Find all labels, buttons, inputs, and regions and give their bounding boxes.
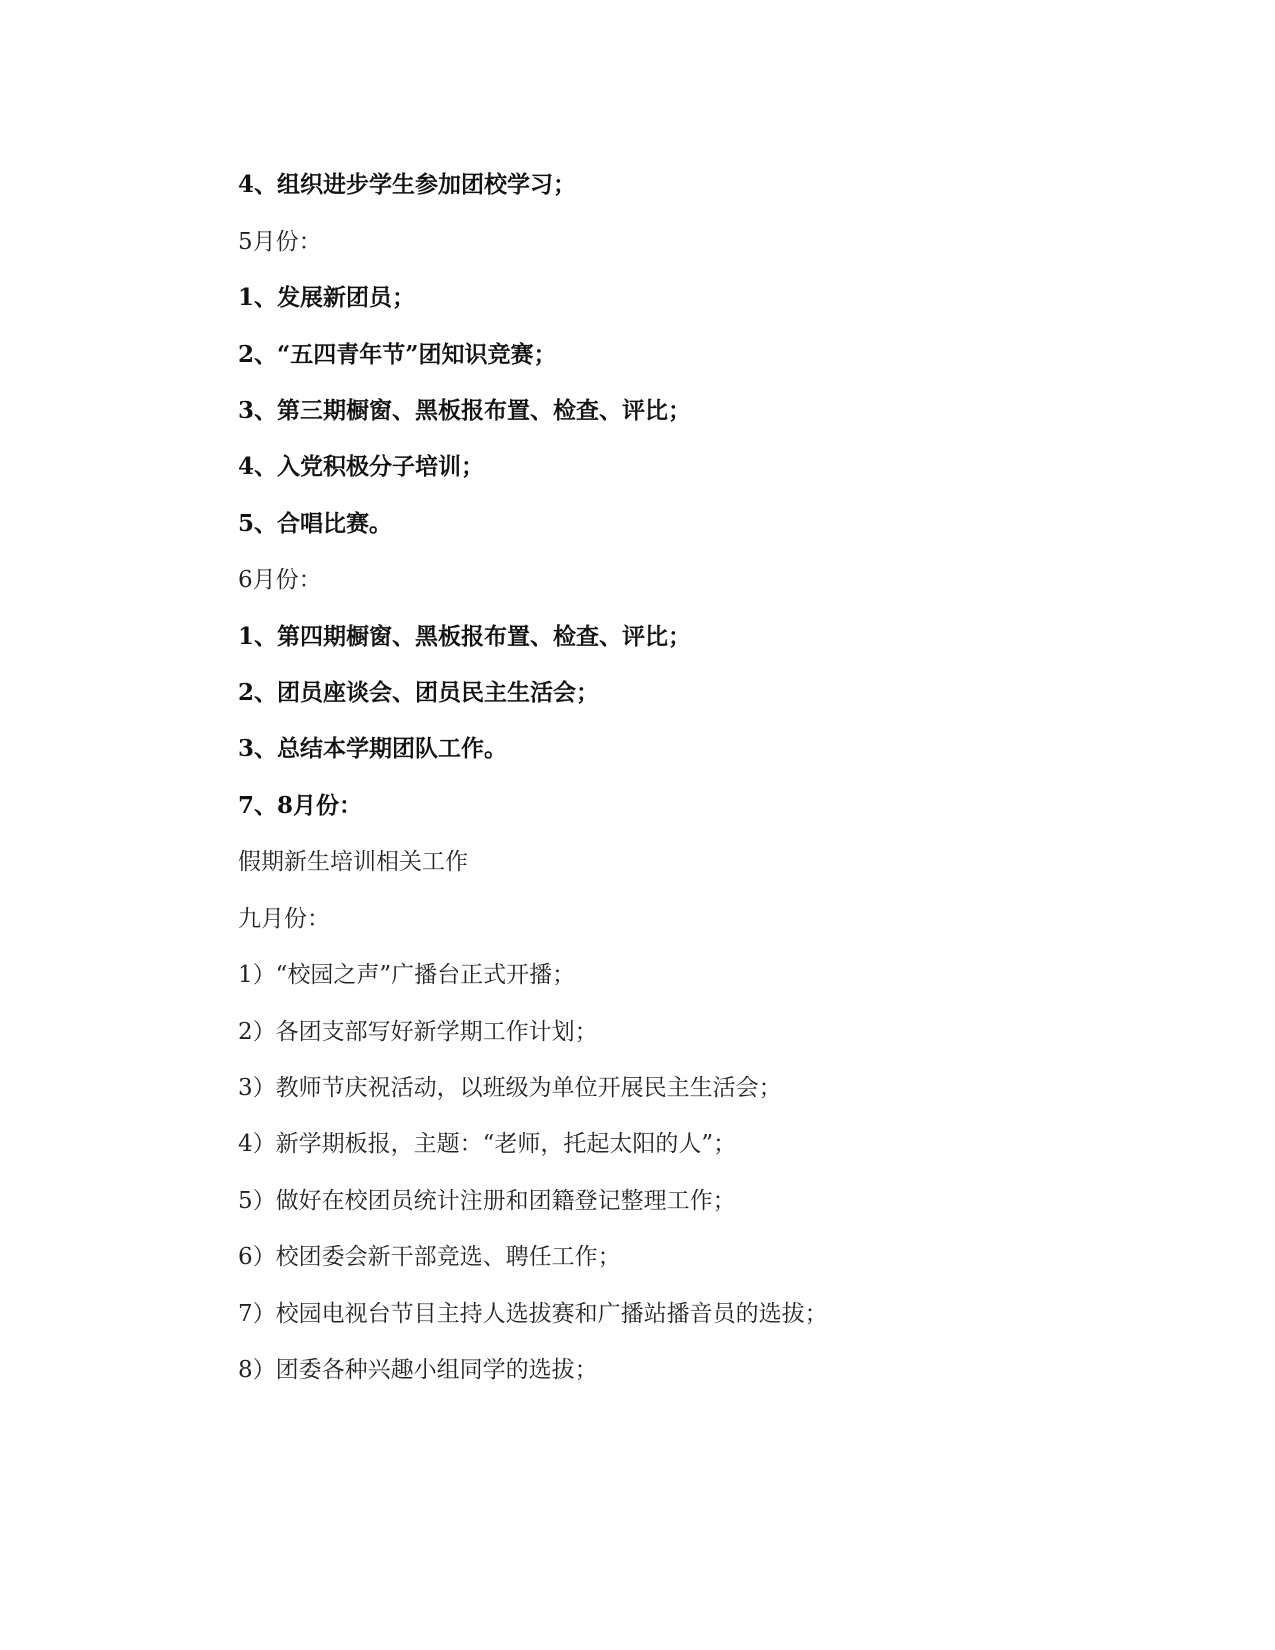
text-line: 3、第三期橱窗、黑板报布置、检查、评比； [238, 397, 692, 424]
text-line: 2）各团支部写好新学期工作计划； [238, 1019, 598, 1045]
text-line: 8）团委各种兴趣小组同学的选拔； [238, 1357, 598, 1383]
text-line: 6）校团委会新干部竞选、聘任工作； [238, 1244, 621, 1270]
text-line: 7）校园电视台节目主持人选拔赛和广播站播音员的选拔； [238, 1301, 828, 1327]
text-line: 4、组织进步学生参加团校学习； [238, 171, 577, 198]
section-heading-may: 5月份： [238, 229, 322, 255]
text-line: 3）教师节庆祝活动，以班级为单位开展民主生活会； [238, 1075, 782, 1101]
text-line: 假期新生培训相关工作 [238, 849, 468, 875]
text-line: 1、发展新团员； [238, 284, 416, 311]
text-line: 2、团员座谈会、团员民主生活会； [238, 679, 600, 706]
text-line: 1）“校园之声”广播台正式开播； [238, 962, 576, 988]
text-line: 2、“五四青年节”团知识竞赛； [238, 341, 557, 368]
text-line: 5）做好在校团员统计注册和团籍登记整理工作； [238, 1188, 736, 1214]
section-heading-july-august: 7、8月份： [238, 792, 363, 819]
text-line: 4、入党积极分子培训； [238, 453, 485, 480]
text-line: 1、第四期橱窗、黑板报布置、检查、评比； [238, 623, 692, 650]
text-line: 3、总结本学期团队工作。 [238, 735, 508, 762]
text-line: 5、合唱比赛。 [238, 510, 393, 537]
text-line: 4）新学期板报，主题：“老师，托起太阳的人”； [238, 1131, 737, 1157]
section-heading-june: 6月份： [238, 567, 322, 593]
section-heading-september: 九月份： [238, 906, 330, 932]
